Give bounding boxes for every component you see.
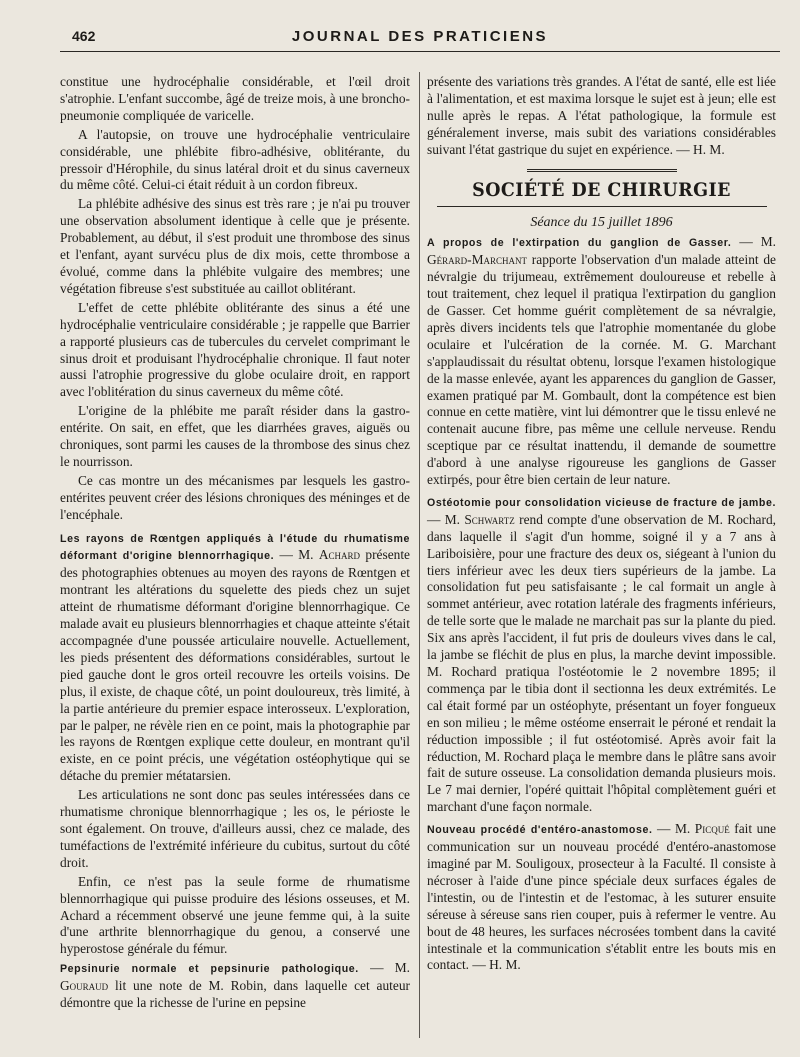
article-pepsinurie [60,960,410,1012]
paragraph: Enfin, ce n'est pas la seule forme de rhumatisme blennorrhagique qui puisse produire des lésions osseuses, et M. Achard a récemment observé une jeune femme qui, à la suite d'une arthrite blennorrhagique du genou, a conservé une hyperostose générale du fémur. [60,873,410,957]
author-name: Schwartz [464,511,515,527]
article-osteotomie [427,494,776,816]
paragraph: L'origine de la phlébite me paraît résider dans la gastro-entérite. On sait, en effet, que les diarrhées graves, aiguës ou chroniques, sont parmi les causes de la thrombose des sinus chez le nourrisson. [60,403,410,469]
paragraph: Les articulations ne sont donc pas seules intéressées dans ce rhumatisme chronique blennorrhagique ; les os, le périoste le sont également. On trouve, d'ailleurs aussi, chez ce malade, des tuméfactions de l'extrémité inférieure du cubitus, surtout du côté droit. [60,787,410,870]
paragraph: A l'autopsie, on trouve une hydrocéphalie ventriculaire considérable, une phlébite fibro-adhésive, oblitérante, du pressoir d'Hérophile, du sinus latéral droit et du sinus caverneux du même côté. Celui-ci était réduit à un cordon fibreux. [60,126,410,193]
left-column [60,74,410,1014]
article-text: fait une communication sur un nouveau procédé d'entéro-anastomose imaginé par M. Souligoux, prosecteur à la Faculté. Il consiste à nécroser à l'aide d'une pince spéciale deux surfaces égales de l'intestin, ou de l'intestin et de l'estomac, à les suturer ensuite séreuse à séreuse sans rien couper, puis à refermer le ventre. Au bout de 48 heures, les surfaces nécrosées tombent dans la cavité intestinale et la communication s'établit entre les bouts mis en contact. — H. M. [427,821,776,973]
section-heading: Les rayons de Rœntgen appliqués à l'étude du rhumatisme déformant d'origine blennorrhagique. [60,532,410,563]
heading-dash: — M. [731,234,777,250]
article-text: présente des photographies obtenues au moyen des rayons de Rœntgen et montrant les altérations du squelette des pieds chez un sujet atteint de rhumatisme déformant d'origine blennorrhagique. Ce malade avait eu plusieurs blennorrhagies et chaque atteinte s'était accompagnée d'une poussée articulaire nouvelle. Actuellement, les pieds présentent des déformations considérables, surtout le pied gauche dont le gros orteil recouvre les orteils voisins. De plus, il existe, de chaque côté, un point douloureux, très limité, à la partie antérieure du premier espace interosseux. L'exploration, par le palper, ne révèle rien en ce point, mais la photographie par les rayons de Rœntgen explique cette douleur, en montrant qu'il existe, en ce point précis, une végétation ostéophytique qui se détache du premier métatarsien. [60,547,410,784]
paragraph: constitue une hydrocéphalie considérable, et l'œil droit s'atrophie. L'enfant succombe, âgé de treize mois, à une broncho-pneumonie compliquée de varicelle. [60,74,410,123]
society-title: SOCIÉTÉ DE CHIRURGIE [472,178,731,201]
title-rule-bottom [437,206,767,207]
column-divider [419,72,420,1038]
society-header [427,169,776,208]
right-column [427,74,776,976]
author-name: Gérard-Marchant [427,252,528,268]
page-number: 462 [72,28,96,44]
heading-dash: — M. [427,511,465,527]
title-rule-top [527,169,677,172]
paragraph: L'effet de cette phlébite oblitérante des sinus a été une hydrocéphalie ventriculaire considérable ; je rappelle que Barrier a rapporté plusieurs cas de tubercules du cervelet comprimant le sinus droit et produisant l'hydrocéphalie chronique. Il faut noter aussi l'atrophie progressive du globe oculaire droit, en rapport avec l'oblitération du sinus caverneux du même côté. [60,299,410,400]
paragraph: Ce cas montre un des mécanismes par lesquels les gastro-entérites peuvent créer des lésions chroniques des méninges et de l'encéphale. [60,472,410,522]
paragraph: La phlébite adhésive des sinus est très rare ; je n'ai pu trouver une observation absolument identique à celle que je présente. Probablement, au début, il s'est produit une thrombose des sinus et l'enfant, ayant survécu plus de dix mois, cette thrombose a évolué, comme dans la phlébite vulgaire des membres; une végétation fibreuse s'est substituée au caillot oblitérant. [60,196,410,296]
running-title: JOURNAL DES PRATICIENS [291,28,549,45]
session-date: Séance du 15 juillet 1896 [530,215,673,231]
author-name: Gouraud [60,978,109,994]
article-text: lit une note de M. Robin, dans laquelle cet auteur démontre que la richesse de l'urine en pepsine [60,978,410,1011]
section-heading: A propos de l'extirpation du ganglion de Gasser. [427,237,732,250]
article-text: rend compte d'une observation de M. Rochard, dans laquelle il s'agit d'un homme, soigné il y a 7 ans à Lariboisière, pour une fracture des deux os, siégeant à l'union du tiers inférieur avec les deux tiers supérieurs de la jambe. La consolidation fut peu satisfaisante ; le cal formait un angle à sommet antérieur, avec rotation latérale des fragments inférieurs, de telle sorte que le malade ne marchait pas sur la plante du pied. Six ans après l'accident, il fut pris de douleurs vives dans le cal, la jambe se fléchit de plus en plus, la marche devint impossible. M. Rochard pratiqua l'ostéotomie le 2 novembre 1895; il commença par le tibia dont il sectionna les deux extrémités. Le cal était formé par un ostéophyte, présentant un foyer fongueux en son milieu ; le même ostéome enserrait le péroné et rendait la réduction impossible ; il fut ostéotomisé. Après avoir fait la réduction, M. Rochard plaça le membre dans le plâtre sans avoir fait de suture osseuse. La consolidation demanda plusieurs mois. Le 7 mai dernier, l'opéré quittait l'hôpital complètement guéri et marchant d'une façon normale. [427,511,776,815]
heading-dash: — M. [358,960,410,976]
heading-dash: — M. [274,547,319,563]
article-gasser [427,234,776,489]
author-name: Picqué [694,821,730,837]
header-rule [60,51,780,52]
page-header [60,26,780,48]
article-rontgen [60,530,410,786]
article-text: rapporte l'observation d'un malade atteint de névralgie du trijumeau, extrêmement douloureuse et rebelle à tout traitement, chez lequel il pratiqua l'extirpation du ganglion de Gasser. Cet homme guérit complètement de sa névralgie, après divers incidents tels que l'atrophie momentanée du globe oculaire et l'ulcération de la cornée. M. G. Marchant s'applaudissait du résultat obtenu, lorsque l'examen histologique de la masse enlevée, ayant les apparences du ganglion de Gasser, examen pratiqué par M. Gombault, dont la compétence est bien connue en cette matière, vint lui démontrer que le tissu enlevé ne contenait aucune fibre, pas même une cellule nerveuse. Rendu sceptique par ce résultat inattendu, il demande de soumettre d'abord à une analyse rigoureuse les ganglions de Gasser extirpés, pour être bien certain de leur nature. [427,252,776,488]
paragraph: présente des variations très grandes. A l'état de santé, elle est liée à l'alimentation, et est maxima lorsque le sujet est à jeun; elle est nulle après le repas. A l'état pathologique, la formule est généralement inverse, mais subit des variations considérables suivant l'état gastrique du sujet en expérience. — H. M. [427,74,776,157]
author-name: Achard [318,547,361,563]
article-anastomose [427,821,776,974]
section-heading: Ostéotomie pour consolidation vicieuse de fracture de jambe. [427,496,776,509]
heading-dash: — M. [652,821,695,837]
section-heading: Nouveau procédé d'entéro-anastomose. [427,824,653,837]
section-heading: Pepsinurie normale et pepsinurie pathologique. [60,963,359,976]
